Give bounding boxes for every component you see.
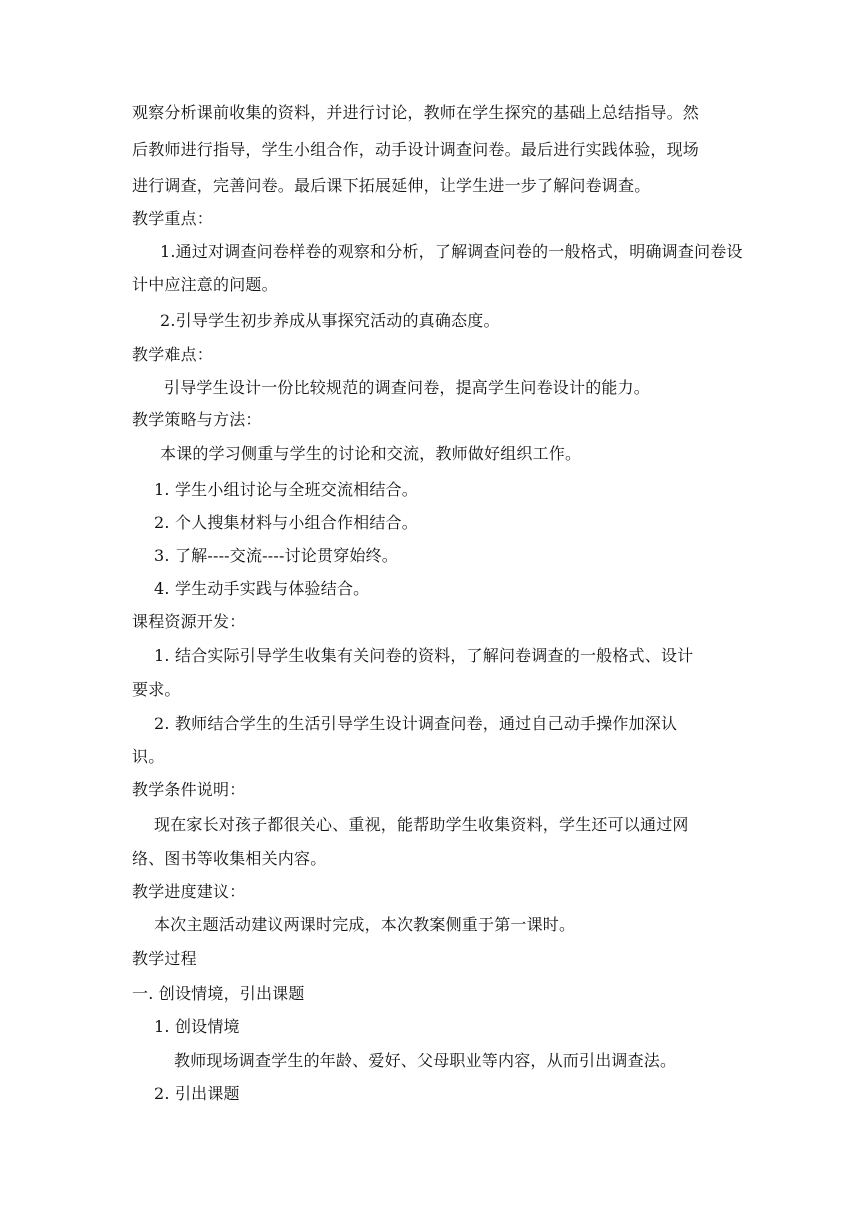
subsection-heading: 一. 创设情境，引出课题	[132, 984, 305, 1003]
body-text-line: 本次主题活动建议两课时完成，本次教案侧重于第一课时。	[154, 915, 576, 934]
section-heading: 教学进度建议：	[132, 882, 246, 901]
list-item: 4. 学生动手实践与体验结合。	[154, 579, 370, 598]
body-text-line: 要求。	[132, 680, 181, 699]
section-heading: 教学策略与方法：	[132, 410, 262, 429]
section-heading: 教学重点：	[132, 209, 214, 228]
list-item: 2. 教师结合学生的生活引导学生设计调查问卷，通过自己动手操作加深认	[154, 714, 678, 733]
list-item: 1. 创设情境	[154, 1017, 240, 1036]
list-item: 3. 了解----交流----讨论贯穿始终。	[154, 546, 399, 565]
body-text-line: 后教师进行指导，学生小组合作，动手设计调查问卷。最后进行实践体验，现场	[132, 140, 700, 159]
section-heading: 课程资源开发：	[132, 612, 246, 631]
body-text-line: 计中应注意的问题。	[132, 275, 278, 294]
list-item: 2.引导学生初步养成从事探究活动的真确态度。	[160, 311, 500, 330]
section-heading: 教学过程	[132, 949, 197, 968]
body-text-line: 现在家长对孩子都很关心、重视，能帮助学生收集资料，学生还可以通过网	[154, 815, 689, 834]
list-item: 1. 学生小组讨论与全班交流相结合。	[154, 480, 418, 499]
list-item: 2. 个人搜集材料与小组合作相结合。	[154, 513, 418, 532]
body-text-line: 教师现场调查学生的年龄、爱好、父母职业等内容，从而引出调查法。	[174, 1051, 677, 1070]
body-text-line: 进行调查，完善问卷。最后课下拓展延伸，让学生进一步了解问卷调查。	[132, 176, 651, 195]
list-item: 1.通过对调查问卷样卷的观察和分析，了解调查问卷的一般格式，明确调查问卷设	[160, 242, 743, 261]
list-item: 1. 结合实际引导学生收集有关问卷的资料，了解问卷调查的一般格式、设计	[154, 646, 694, 665]
body-text-line: 观察分析课前收集的资料，并进行讨论，教师在学生探究的基础上总结指导。然	[132, 103, 700, 122]
body-text-line: 本课的学习侧重与学生的讨论和交流，教师做好组织工作。	[160, 444, 582, 463]
body-text-line: 络、图书等收集相关内容。	[132, 849, 327, 868]
body-text-line: 引导学生设计一份比较规范的调查问卷，提高学生问卷设计的能力。	[164, 378, 651, 397]
section-heading: 教学难点：	[132, 345, 214, 364]
body-text-line: 识。	[132, 747, 165, 766]
list-item: 2. 引出课题	[154, 1084, 240, 1103]
section-heading: 教学条件说明：	[132, 780, 246, 799]
